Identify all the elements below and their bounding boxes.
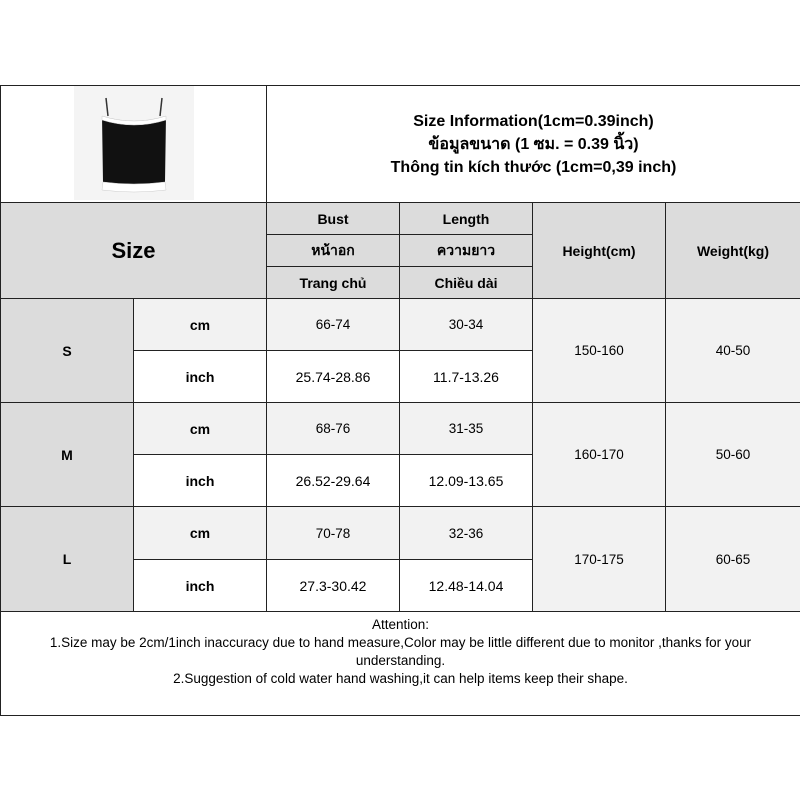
length-header-th: ความยาว <box>399 234 533 267</box>
header-line-vi: Thông tin kích thước (1cm=0,39 inch) <box>390 158 677 176</box>
product-image <box>74 86 194 200</box>
size-header: Size <box>0 202 267 299</box>
m-weight: 50-60 <box>665 402 800 507</box>
header-line-en: Size Information(1cm=0.39inch) <box>413 112 654 130</box>
unit-inch-label: inch <box>133 559 267 612</box>
s-height: 150-160 <box>532 298 666 403</box>
unit-inch-label: inch <box>133 350 267 403</box>
attention-line-1a: 1.Size may be 2cm/1inch inaccuracy due to hand measure,Color may be little different due to monitor ,thanks for your <box>49 635 752 650</box>
unit-inch-label: inch <box>133 454 267 507</box>
unit-cm-label: cm <box>133 402 267 455</box>
l-bust-cm: 70-78 <box>266 506 400 560</box>
unit-cm-label: cm <box>133 506 267 560</box>
l-height: 170-175 <box>532 506 666 612</box>
m-length-cm: 31-35 <box>399 402 533 455</box>
height-header: Height(cm) <box>532 202 666 299</box>
m-bust-cm: 68-76 <box>266 402 400 455</box>
l-length-inch: 12.48-14.04 <box>399 559 533 612</box>
attention-title: Attention: <box>371 617 430 632</box>
size-l-label: L <box>0 506 134 612</box>
length-header-en: Length <box>399 202 533 235</box>
s-length-inch: 11.7-13.26 <box>399 350 533 403</box>
m-height: 160-170 <box>532 402 666 507</box>
m-length-inch: 12.09-13.65 <box>399 454 533 507</box>
s-weight: 40-50 <box>665 298 800 403</box>
attention-line-1b: understanding. <box>355 653 446 668</box>
header-line-th: ข้อมูลขนาด (1 ซม. = 0.39 นิ้ว) <box>428 135 639 153</box>
attention-notes <box>0 611 800 716</box>
length-header-vi: Chiều dài <box>399 266 533 299</box>
attention-line-2: 2.Suggestion of cold water hand washing,it can help items keep their shape. <box>173 671 628 686</box>
l-length-cm: 32-36 <box>399 506 533 560</box>
unit-cm-label: cm <box>133 298 267 351</box>
s-bust-cm: 66-74 <box>266 298 400 351</box>
size-info-header <box>266 85 800 203</box>
l-bust-inch: 27.3-30.42 <box>266 559 400 612</box>
bust-header-vi: Trang chủ <box>266 266 400 299</box>
l-weight: 60-65 <box>665 506 800 612</box>
bust-header-th: หน้าอก <box>266 234 400 267</box>
size-m-label: M <box>0 402 134 507</box>
s-length-cm: 30-34 <box>399 298 533 351</box>
weight-header: Weight(kg) <box>665 202 800 299</box>
cami-top-icon <box>74 86 194 200</box>
size-s-label: S <box>0 298 134 403</box>
bust-header-en: Bust <box>266 202 400 235</box>
s-bust-inch: 25.74-28.86 <box>266 350 400 403</box>
m-bust-inch: 26.52-29.64 <box>266 454 400 507</box>
